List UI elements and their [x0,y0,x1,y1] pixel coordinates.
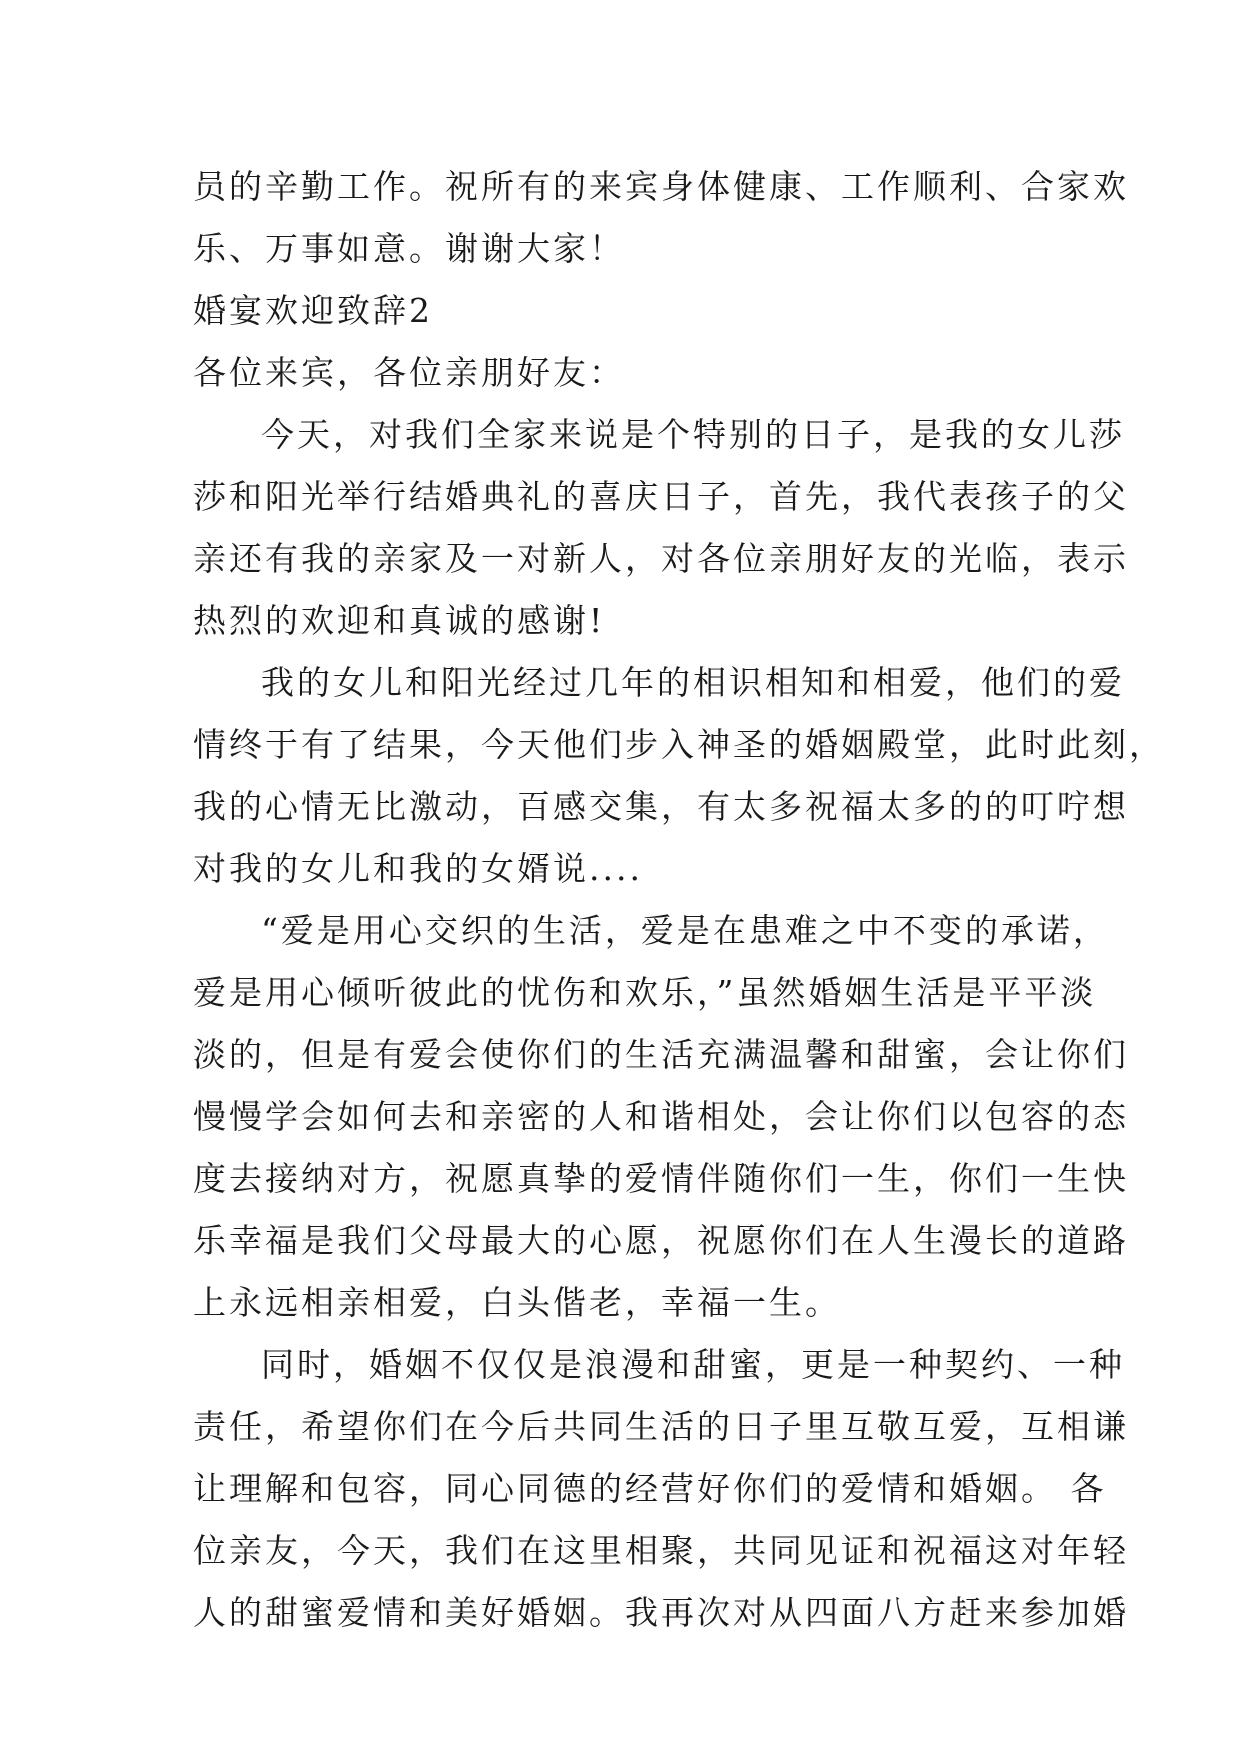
text-line: 慢慢学会如何去和亲密的人和谐相处，会让你们以包容的态 [193,1097,1129,1136]
text-line: 上永远相亲相爱，白头偕老，幸福一生。 [193,1283,841,1322]
text-line: 位亲友，今天，我们在这里相聚，共同见证和祝福这对年轻 [193,1531,1129,1570]
text-line: 度去接纳对方，祝愿真挚的爱情伴随你们一生，你们一生快 [193,1159,1129,1198]
text-line: 淡的，但是有爱会使你们的生活充满温馨和甜蜜，会让你们 [193,1035,1129,1074]
text-line: 亲还有我的亲家及一对新人，对各位亲朋好友的光临，表示 [193,539,1129,578]
text-line: 我的心情无比激动，百感交集，有太多祝福太多的的叮咛想 [193,787,1129,826]
text-line: 同时，婚姻不仅仅是浪漫和甜蜜，更是一种契约、一种 [261,1345,1125,1384]
text-line: 热烈的欢迎和真诚的感谢! [193,601,606,640]
text-line: 人的甜蜜爱情和美好婚姻。我再次对从四面八方赶来参加婚 [193,1593,1129,1632]
text-line: 爱是用心倾听彼此的忧伤和欢乐，”虽然婚姻生活是平平淡 [193,973,1097,1012]
text-line: 对我的女儿和我的女婿说.... [193,849,643,888]
text-line: “爱是用心交织的生活，爱是在患难之中不变的承诺， [261,911,1109,950]
text-line: 乐、万事如意。谢谢大家！ [193,229,625,268]
text-line: 让理解和包容，同心同德的经营好你们的爱情和婚姻。 各 [193,1469,1107,1508]
text-line: 莎和阳光举行结婚典礼的喜庆日子，首先，我代表孩子的父 [193,477,1129,516]
text-line: 今天，对我们全家来说是个特别的日子，是我的女儿莎 [261,415,1125,454]
text-line: 员的辛勤工作。祝所有的来宾身体健康、工作顺利、合家欢 [193,167,1129,206]
document-body [193,156,1165,1644]
text-line: 我的女儿和阳光经过几年的相识相知和相爱，他们的爱 [261,663,1125,702]
salutation: 各位来宾，各位亲朋好友： [193,353,625,392]
text-line: 乐幸福是我们父母最大的心愿，祝愿你们在人生漫长的道路 [193,1221,1129,1260]
section-heading: 婚宴欢迎致辞2 [193,291,433,330]
text-line: 责任，希望你们在今后共同生活的日子里互敬互爱，互相谦 [193,1407,1129,1446]
text-line: 情终于有了结果，今天他们步入神圣的婚姻殿堂，此时此刻， [193,725,1165,764]
